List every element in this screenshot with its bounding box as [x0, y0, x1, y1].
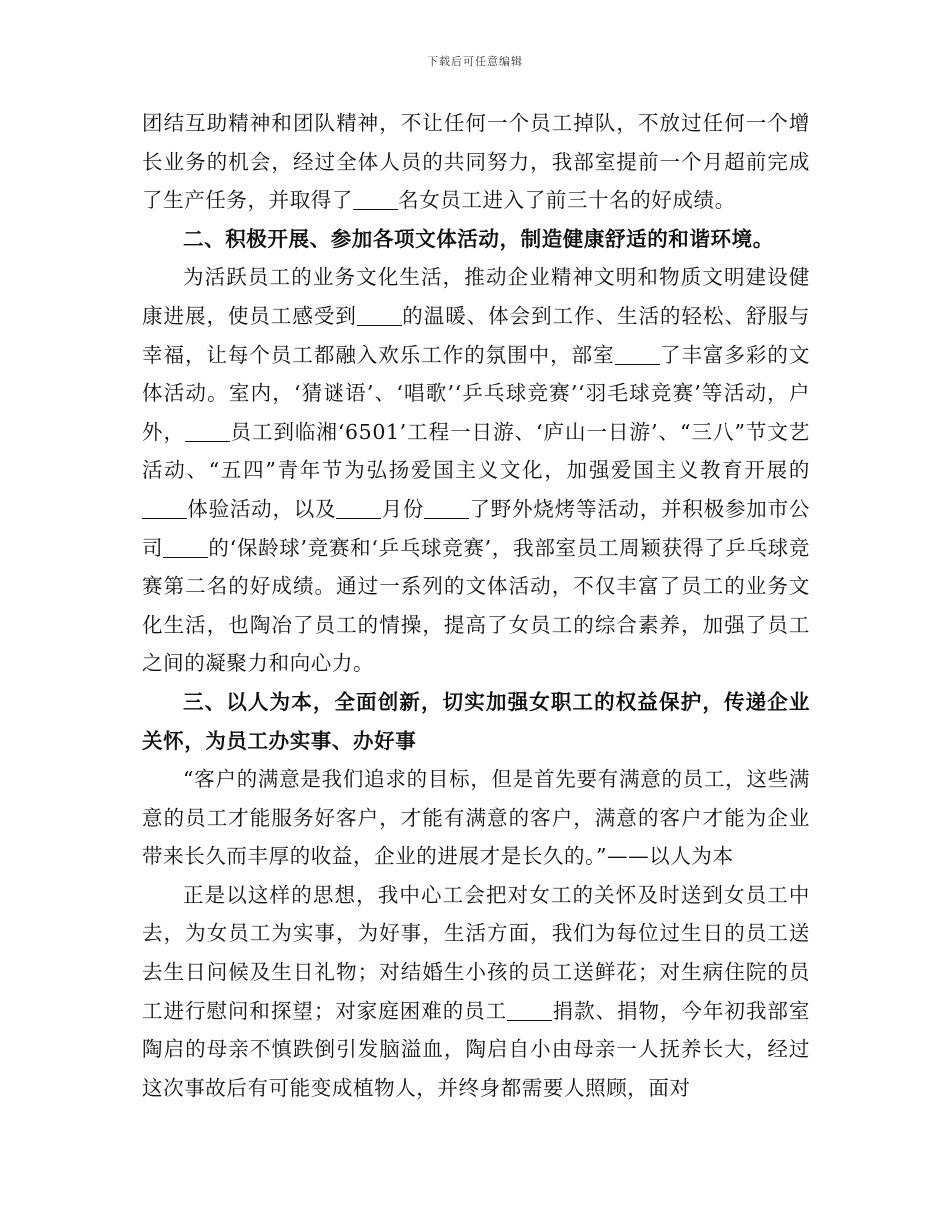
- fill-in-blank: [507, 999, 552, 1021]
- heading-text: 三、以人为本，全面创新，切实加强女职工的权益保护，传递企业关怀，为员工办实事、办好事: [142, 689, 810, 753]
- fill-in-blank: [336, 498, 381, 520]
- text-segment: 的‘保龄球’竞赛和‘乒乓球竞赛’，我部室员工周颖获得了乒乓球竞赛第二名的好成绩。通过一系列的文体活动，不仅丰富了员工的业务文化生活，也陶冶了员工的情操，提高了女员工的综合素养，加强了员工之间的凝聚力和向心力。: [142, 535, 810, 676]
- text-segment: 为活跃员工的业务文化生活，推动企业精神文明和物质文明建设健康进展，使员工感受到: [142, 265, 810, 328]
- text-segment: 捐款、捐物，今年初我部室陶启的母亲不慎跌倒引发脑溢血，陶启自小由母亲一人抚养长大，经过这次事故后有可能变成植物人，并终身都需要人照顾，面对: [142, 998, 811, 1100]
- text-segment: 了野外烧烤等活动，并积极参加市公司: [142, 496, 810, 560]
- section-heading-2: [142, 220, 810, 259]
- document-body: [142, 104, 810, 1107]
- fill-in-blank: [357, 305, 402, 327]
- fill-in-blank: [185, 420, 230, 442]
- text-segment: 团结互助精神和团队精神，不让任何一个员工掉队，不放过任何一个增长业务的机会，经过全体人员的共同努力，我部室提前一个月超前完成了生产任务，并取得了: [142, 111, 810, 213]
- paragraph-cultural-activities: [142, 258, 810, 683]
- text-segment: 的温暖、体会到工作、生活的轻松、舒服与幸福，让每个员工都融入欢乐工作的氛围中，部室: [142, 303, 810, 367]
- fill-in-blank: [615, 343, 660, 365]
- paragraph-employee-care: [142, 876, 810, 1108]
- fill-in-blank: [353, 189, 398, 211]
- heading-text: 二、积极开展、参加各项文体活动，制造健康舒适的和谐环境。: [183, 226, 774, 251]
- paragraph-team-spirit: [142, 104, 810, 220]
- fill-in-blank: [163, 536, 208, 558]
- fill-in-blank: [142, 498, 187, 520]
- paragraph-customer-quote: [142, 760, 810, 876]
- text-segment: 正是以这样的思想，我中心工会把对女工的关怀及时送到女员工中去，为女员工为实事，为好事，生活方面，我们为每位过生日的员工送去生日问候及生日礼物；对结婚生小孩的员工送鲜花；对生病住院的员工进行慰问和探望；对家庭困难的员工: [142, 882, 810, 1023]
- text-segment: 体验活动，以及: [187, 496, 337, 521]
- section-heading-3: [142, 683, 810, 760]
- page-header-note: 下载后可任意编辑: [427, 55, 523, 68]
- text-segment: “客户的满意是我们追求的目标，但是首先要有满意的员工，这些满意的员工才能服务好客户，才能有满意的客户，满意的客户才能为企业带来长久而丰厚的收益，企业的进展才是长久的。”——以人为本: [142, 767, 810, 869]
- text-segment: 名女员工进入了前三十名的好成绩。: [398, 188, 736, 213]
- text-segment: 了丰富多彩的文体活动。室内，‘猜谜语’、‘唱歌’‘乒乓球竞赛’‘羽毛球竞赛’等活动，户外，: [142, 342, 810, 444]
- fill-in-blank: [424, 498, 469, 520]
- text-segment: 月份: [381, 496, 425, 521]
- text-segment: 员工到临湘‘6501’工程一日游、‘庐山一日游’、“三八”节文艺活动、“五四”青年节为弘扬爱国主义文化，加强爱国主义教育开展的: [142, 419, 810, 483]
